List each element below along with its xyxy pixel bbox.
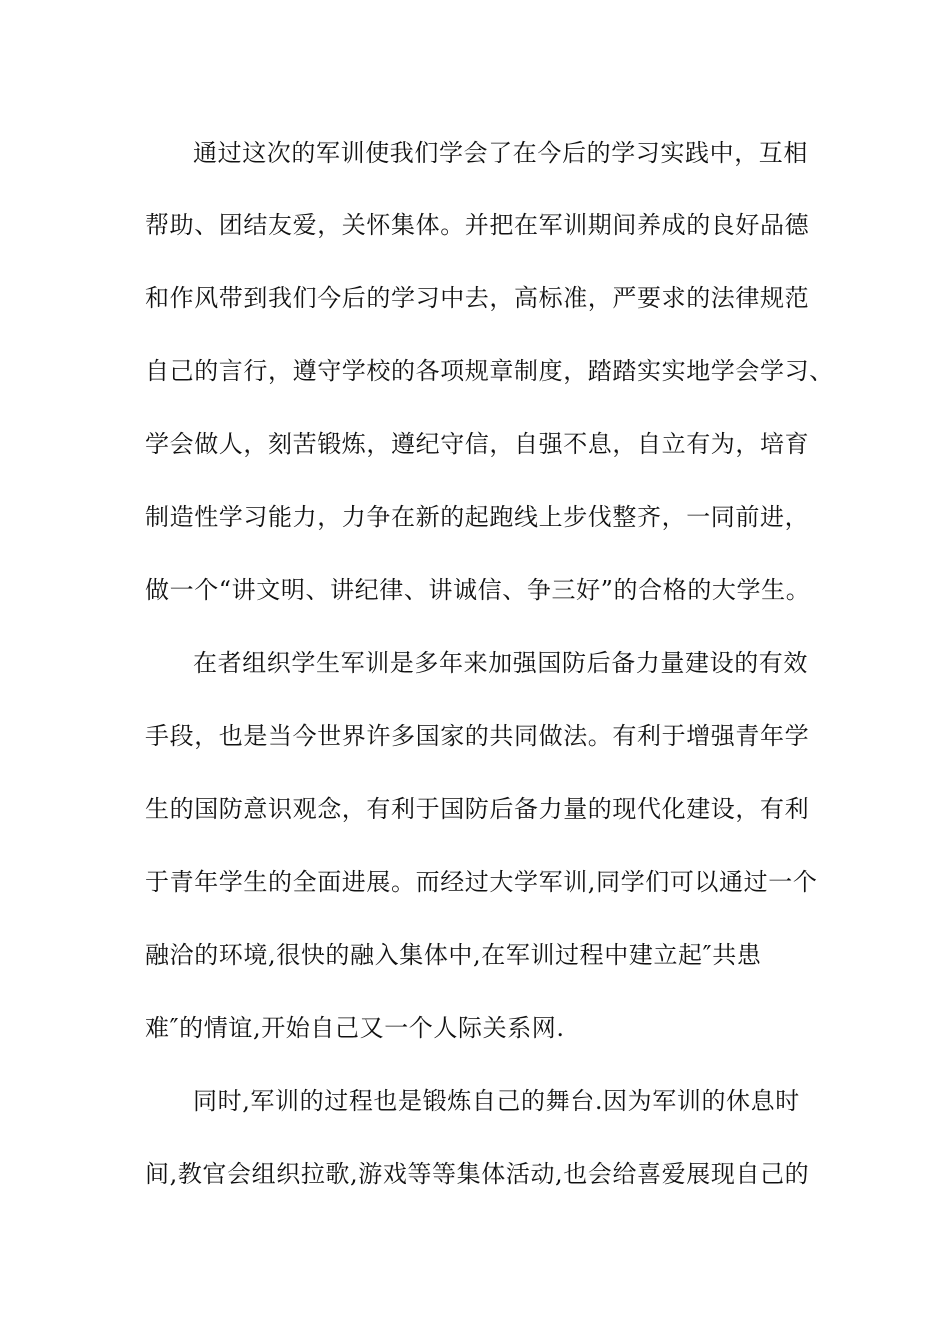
paragraph-2-line-4: 于青年学生的全面进展。而经过大学军训,同学们可以通过一个 (145, 868, 818, 896)
paragraph-2-line-5: 融洽的环境,很快的融入集体中,在军训过程中建立起″共患 (145, 941, 762, 969)
paragraph-1-line-3: 和作风带到我们今后的学习中去，高标准，严要求的法律规范 (145, 284, 810, 312)
paragraph-2-line-3: 生的国防意识观念，有利于国防后备力量的现代化建设，有利 (145, 795, 810, 823)
paragraph-3-line-1: 同时,军训的过程也是锻炼自己的舞台.因为军训的休息时 (193, 1087, 800, 1115)
paragraph-3-line-2: 间,教官会组织拉歌,游戏等等集体活动,也会给喜爱展现自己的 (145, 1160, 810, 1188)
paragraph-1-line-7: 做一个“讲文明、讲纪律、讲诚信、争三好”的合格的大学生。 (145, 576, 811, 604)
paragraph-1-line-1: 通过这次的军训使我们学会了在今后的学习实践中，互相 (193, 139, 808, 167)
paragraph-1-line-6: 制造性学习能力，力争在新的起跑线上步伐整齐，一同前进， (145, 503, 810, 531)
paragraph-1-line-5: 学会做人，刻苦锻炼，遵纪守信，自强不息，自立有为，培育 (145, 430, 810, 458)
paragraph-2-line-2: 手段，也是当今世界许多国家的共同做法。有利于增强青年学 (145, 722, 810, 750)
paragraph-2-line-1: 在者组织学生军训是多年来加强国防后备力量建设的有效 (193, 649, 808, 677)
paragraph-1-line-2: 帮助、团结友爱，关怀集体。并把在军训期间养成的良好品德 (145, 211, 810, 239)
paragraph-2-line-6: 难″的情谊,开始自己又一个人际关系网. (145, 1014, 565, 1042)
paragraph-1-line-4: 自己的言行，遵守学校的各项规章制度，踏踏实实地学会学习、 (145, 357, 834, 385)
